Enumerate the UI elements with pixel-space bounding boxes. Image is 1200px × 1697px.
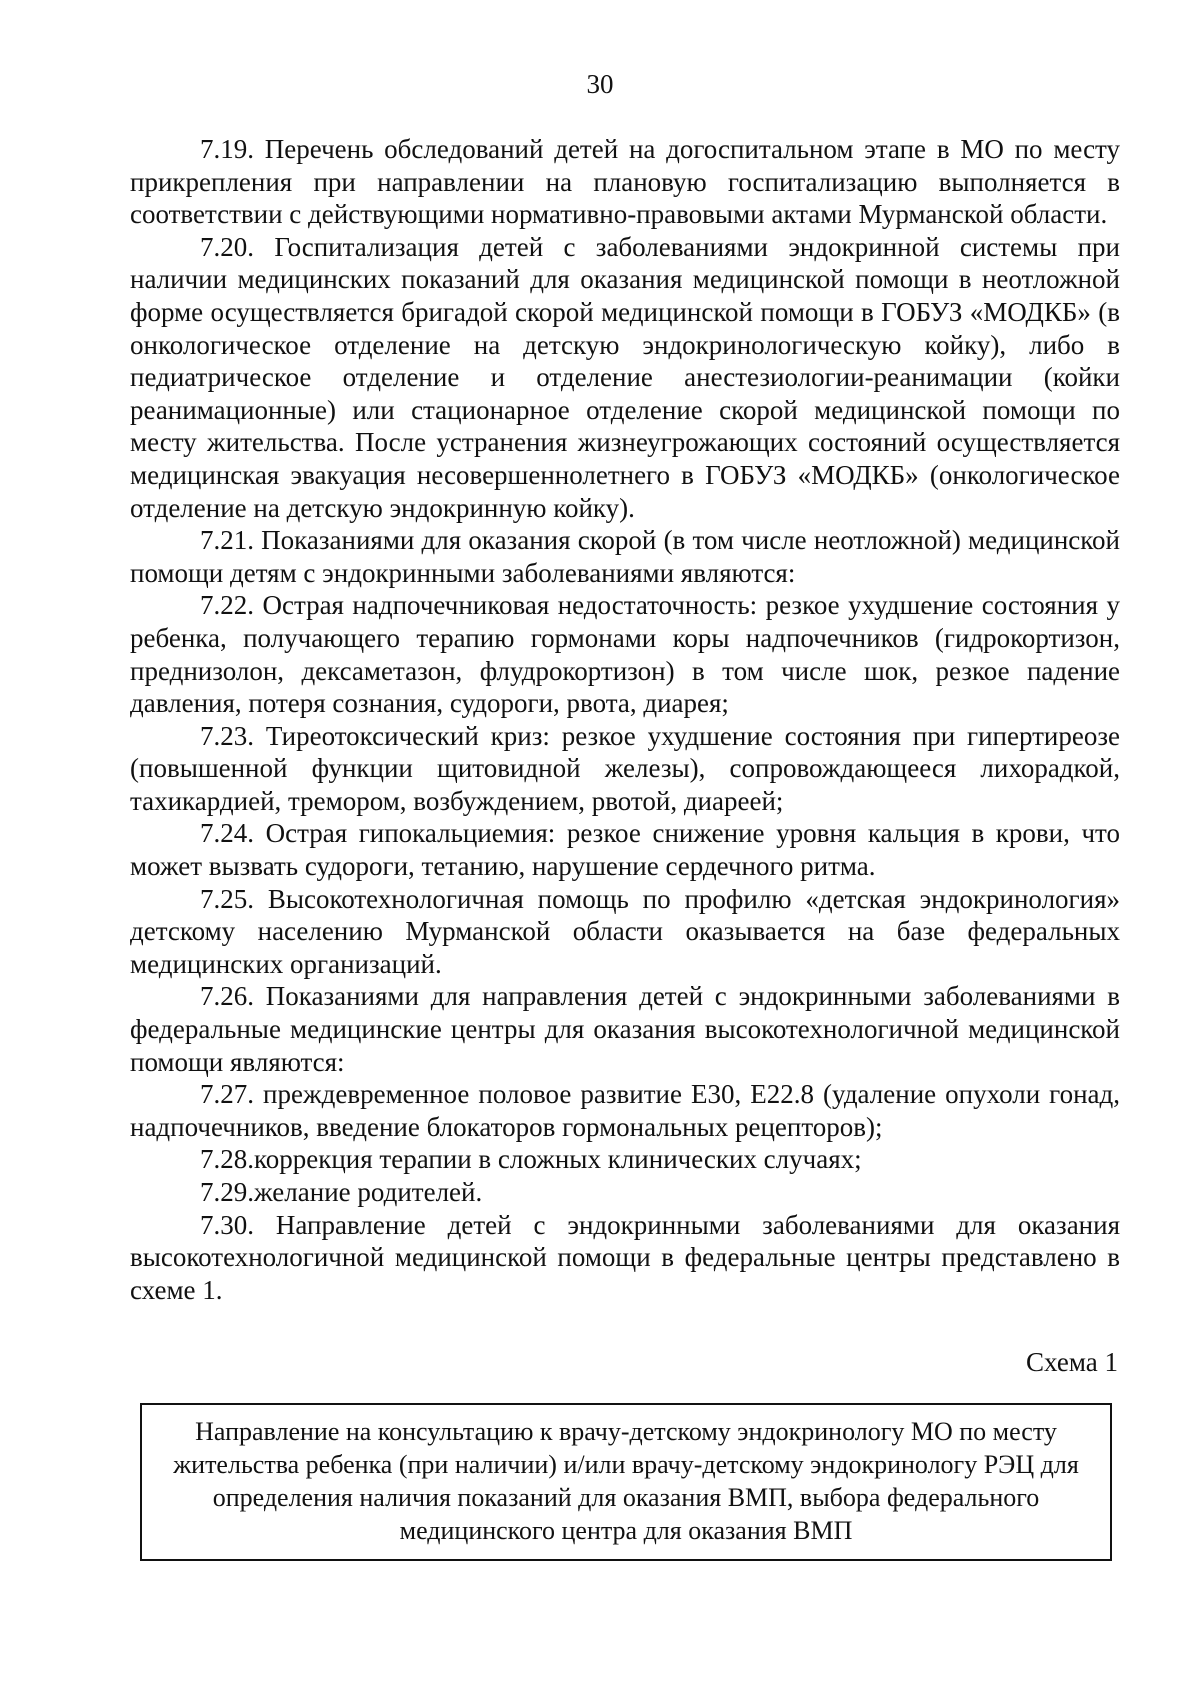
paragraph-7-21: 7.21. Показаниями для оказания скорой (в том числе неотложной) медицинской помощи детям с эндокринными заболеваниями являются: [130, 525, 1120, 588]
scheme-box [140, 1403, 1112, 1561]
paragraph-7-22: 7.22. Острая надпочечниковая недостаточность: резкое ухудшение состояния у ребенка, получающего терапию гормонами коры надпочечников (гидрокортизон, преднизолон, дексаметазон, флудрокортизон) в том числе шок, резкое падение давления, потеря сознания, судороги, рвота, диарея; [130, 590, 1120, 719]
paragraph-7-30: 7.30. Направление детей с эндокринными заболеваниями для оказания высокотехнологичной медицинской помощи в федеральные центры представлено в схеме 1. [130, 1209, 1120, 1305]
paragraph-7-20: 7.20. Госпитализация детей с заболеваниями эндокринной системы при наличии медицинских показаний для оказания медицинской помощи в неотложной форме осуществляется бригадой скорой медицинской помощи в ГОБУЗ «МОДКБ» (в онкологическое отделение на детскую эндокринологическую койку), либо в педиатрическое отделение и отделение анестезиологии-реанимации (койки реанимационные) или стационарное отделение скорой медицинской помощи по месту жительства. После устранения жизнеугрожающих состояний осуществляется медицинская эвакуация несовершеннолетнего в ГОБУЗ «МОДКБ» (онкологическое отделение на детскую эндокринную койку). [130, 231, 1120, 523]
document-body [130, 133, 1120, 1561]
paragraph-7-28: 7.28.коррекция терапии в сложных клинических случаях; [200, 1144, 862, 1175]
paragraph-7-23: 7.23. Тиреотоксический криз: резкое ухудшение состояния при гипертиреозе (повышенной функции щитовидной железы), сопровождающееся лихорадкой, тахикардией, тремором, возбуждением, рвотой, диареей; [130, 720, 1120, 816]
scheme-label: Схема 1 [1026, 1347, 1118, 1378]
paragraph-7-26: 7.26. Показаниями для направления детей с эндокринными заболеваниями в федеральные медицинские центры для оказания высокотехнологичной медицинской помощи являются: [130, 981, 1120, 1077]
page-number: 30 [586, 69, 614, 99]
paragraph-7-25: 7.25. Высокотехнологичная помощь по профилю «детская эндокринология» детскому населению Мурманской области оказывается на базе федеральных медицинских организаций. [130, 883, 1120, 979]
scheme-box-text: Направление на консультацию к врачу-детскому эндокринологу МО по месту жительства ребенка (при наличии) и/или врачу-детскому эндокринологу РЭЦ для определения наличия показаний для оказания ВМП, выбора федерального медицинского центра для оказания ВМП [173, 1416, 1079, 1545]
paragraph-7-27: 7.27. преждевременное половое развитие Е30, Е22.8 (удаление опухоли гонад, надпочечников, введение блокаторов гормональных рецепторов); [130, 1079, 1120, 1142]
paragraph-7-29: 7.29.желание родителей. [200, 1177, 483, 1207]
paragraph-7-19: 7.19. Перечень обследований детей на догоспитальном этапе в МО по месту прикрепления при направлении на плановую госпитализацию выполняется в соответствии с действующими нормативно-правовыми актами Мурманской области. [130, 134, 1120, 230]
paragraph-7-24: 7.24. Острая гипокальциемия: резкое снижение уровня кальция в крови, что может вызвать судороги, тетанию, нарушение сердечного ритма. [130, 818, 1120, 882]
